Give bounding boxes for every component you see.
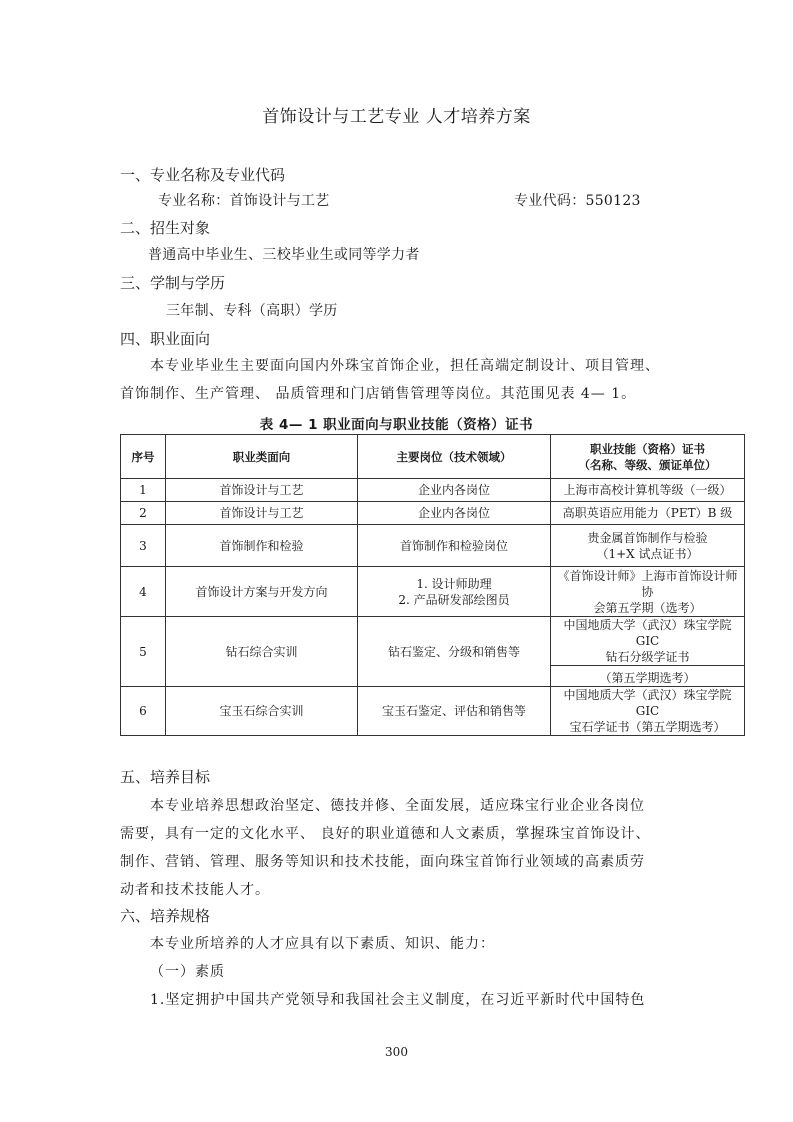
cell-no: 2 bbox=[121, 502, 166, 525]
cert-line: （1+X 试点证书） bbox=[596, 546, 699, 561]
cell-position: 企业内各岗位 bbox=[358, 479, 551, 502]
enrollment-target: 普通高中毕业生、三校毕业生或同等学力者 bbox=[148, 247, 420, 263]
goal-paragraph-line: 制作、营销、管理、服务等知识和技术技能，面向珠宝首饰行业领域的高素质劳 bbox=[120, 854, 645, 870]
position-line: 1. 设计师助理 bbox=[416, 576, 492, 591]
section-6-heading: 六、培养规格 bbox=[120, 907, 211, 925]
spec-subheading: （一）素质 bbox=[150, 964, 225, 980]
cert-line: 宝石学证书（第五学期选考） bbox=[569, 720, 726, 734]
table-row bbox=[121, 479, 745, 502]
page-title: 首饰设计与工艺专业 人才培养方案 bbox=[262, 107, 531, 127]
table-row bbox=[121, 617, 745, 687]
cell-cert bbox=[551, 617, 745, 687]
career-paragraph-line: 本专业毕业生主要面向国内外珠宝首饰企业，担任高端定制设计、项目管理、 bbox=[150, 358, 660, 374]
table-caption: 表 4— 1 职业面向与职业技能（资格）证书 bbox=[259, 417, 534, 433]
cert-line: 贵金属首饰制作与检验 bbox=[587, 530, 708, 545]
section-2-heading: 二、招生对象 bbox=[120, 219, 211, 237]
header-category: 职业类面向 bbox=[166, 435, 358, 479]
goal-paragraph-line: 动者和技术技能人才。 bbox=[120, 882, 270, 898]
section-1-heading: 一、专业名称及专业代码 bbox=[120, 166, 286, 184]
spec-intro: 本专业所培养的人才应具有以下素质、知识、能力： bbox=[150, 936, 495, 952]
section-5-heading: 五、培养目标 bbox=[120, 768, 211, 786]
cell-no: 6 bbox=[121, 687, 166, 736]
cell-cert bbox=[551, 525, 745, 567]
major-code: 专业代码：550123 bbox=[514, 193, 641, 209]
spec-item: 1.坚定拥护中国共产党领导和我国社会主义制度，在习近平新时代中国特色 bbox=[150, 992, 646, 1008]
cell-position bbox=[358, 567, 551, 617]
cert-line: （第五学期选考） bbox=[551, 665, 744, 686]
cell-no: 3 bbox=[121, 525, 166, 567]
major-name: 专业名称：首饰设计与工艺 bbox=[158, 193, 330, 209]
cert-line: 中国地质大学（武汉）珠宝学院 GIC bbox=[563, 688, 732, 718]
study-system: 三年制、专科（高职）学历 bbox=[166, 303, 338, 319]
cell-cert bbox=[551, 687, 745, 736]
cert-line: 中国地质大学（武汉）珠宝学院 GIC bbox=[563, 618, 732, 648]
cell-position: 钻石鉴定、分级和销售等 bbox=[358, 617, 551, 687]
cert-line: 会第五学期（选考） bbox=[593, 600, 702, 615]
table-row bbox=[121, 525, 745, 567]
table-row bbox=[121, 687, 745, 736]
header-cert-line: （名称、等级、颁证单位） bbox=[578, 457, 717, 472]
page-number: 300 bbox=[385, 1045, 408, 1059]
section-3-heading: 三、学制与学历 bbox=[120, 274, 226, 292]
cell-no: 5 bbox=[121, 617, 166, 687]
cell-category: 首饰制作和检验 bbox=[166, 525, 358, 567]
position-line: 2. 产品研发部绘图员 bbox=[398, 592, 510, 607]
table-row bbox=[121, 502, 745, 525]
cell-position: 企业内各岗位 bbox=[358, 502, 551, 525]
cell-no: 4 bbox=[121, 567, 166, 617]
cell-category: 首饰设计方案与开发方向 bbox=[166, 567, 358, 617]
cell-no: 1 bbox=[121, 479, 166, 502]
cell-cert: 高职英语应用能力（PET）B 级 bbox=[551, 502, 745, 525]
goal-paragraph-line: 需要，具有一定的文化水平、 良好的职业道德和人文素质，掌握珠宝首饰设计、 bbox=[120, 826, 651, 842]
cell-position: 首饰制作和检验岗位 bbox=[358, 525, 551, 567]
cell-category: 宝玉石综合实训 bbox=[166, 687, 358, 736]
cell-category: 首饰设计与工艺 bbox=[166, 502, 358, 525]
header-position: 主要岗位（技术领域） bbox=[358, 435, 551, 479]
table-row bbox=[121, 567, 745, 617]
cell-category: 钻石综合实训 bbox=[166, 617, 358, 687]
header-cert bbox=[551, 435, 745, 479]
goal-paragraph-line: 本专业培养思想政治坚定、德技并修、全面发展，适应珠宝行业企业各岗位 bbox=[150, 798, 645, 814]
section-4-heading: 四、职业面向 bbox=[120, 330, 211, 348]
header-cert-line: 职业技能（资格）证书 bbox=[590, 441, 705, 456]
career-paragraph-line: 首饰制作、生产管理、 品质管理和门店销售管理等岗位。其范围见表 4— 1。 bbox=[120, 386, 637, 402]
cert-line: 《首饰设计师》上海市首饰设计师协 bbox=[557, 568, 738, 599]
cell-cert bbox=[551, 567, 745, 617]
career-table bbox=[120, 434, 745, 736]
table-header-row bbox=[121, 435, 745, 479]
cert-line: 钻石分级学证书 bbox=[605, 650, 690, 664]
cell-category: 首饰设计与工艺 bbox=[166, 479, 358, 502]
header-no: 序号 bbox=[121, 435, 166, 479]
cell-cert: 上海市高校计算机等级（一级） bbox=[551, 479, 745, 502]
cell-position: 宝玉石鉴定、评估和销售等 bbox=[358, 687, 551, 736]
